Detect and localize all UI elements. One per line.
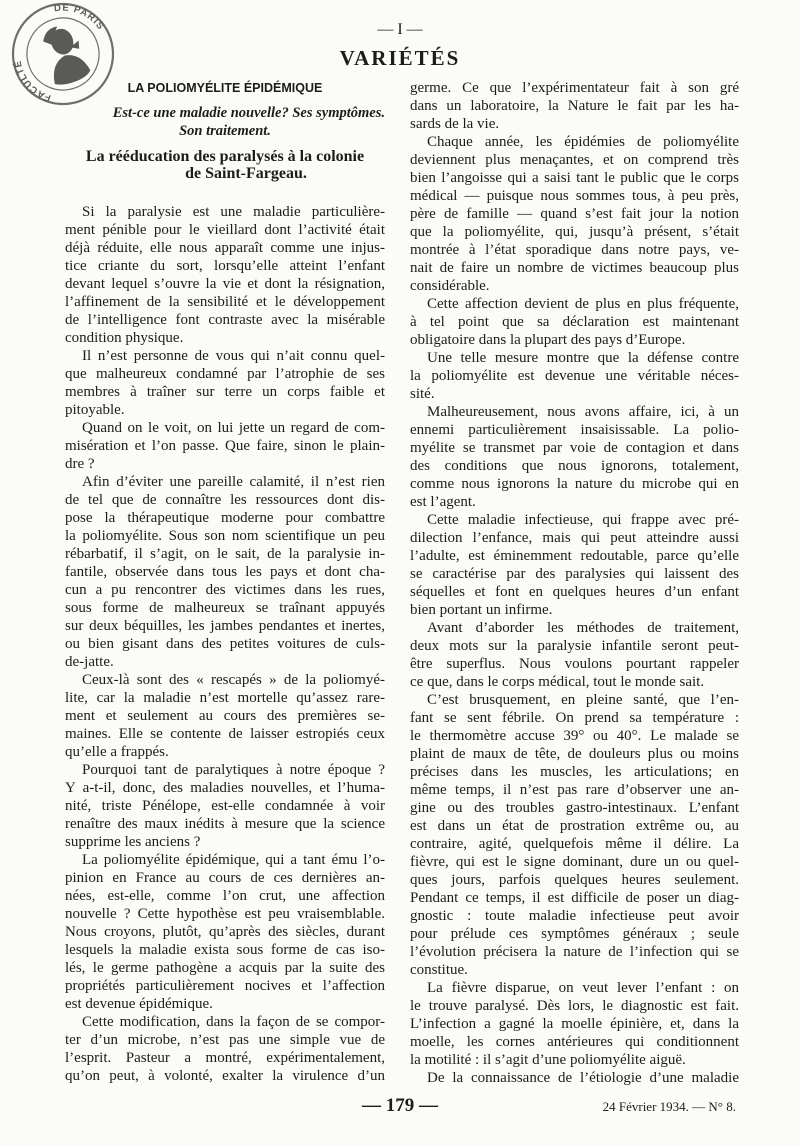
text-line: Une telle mesure montre que la défense contre: [427, 350, 739, 366]
text-line: myélite se transmet par voie de contagion et dans: [410, 440, 739, 456]
text-line: Pourquoi tant de paralytiques à notre époque ?: [82, 762, 385, 778]
text-line: obligatoire dans la plupart des pays d’Europe.: [410, 332, 686, 348]
text-line: constitue.: [410, 962, 468, 978]
text-line: ennemi particulièrement insaisissable. La polio-: [410, 422, 739, 438]
paragraph: [65, 761, 385, 851]
text-line: lesquels la maladie exista sous forme de cas iso-: [65, 942, 385, 958]
text-line: déjà réduite, elle nous apparaît comme une injus-: [65, 240, 385, 256]
text-line: membres à traîner sur terre un corps faible et: [65, 384, 385, 400]
text-line: ter d’un microbe, n’est pas une simple vue de: [65, 1032, 385, 1048]
right-column: [410, 79, 739, 1087]
text-line: renaître des maux inédits à mesure que la science: [65, 816, 385, 832]
text-line: pour prélude ces symptômes généraux ; seule: [410, 926, 739, 942]
text-line: La fièvre disparue, on veut lever l’enfant : on: [427, 980, 739, 996]
text-line: dans un laboratoire, la Nature le fait par les ha-: [410, 98, 739, 114]
text-line: ce que, dans le corps médical, tout le monde sait.: [410, 674, 705, 690]
text-line: que la poliomyélite, qui, jusqu’à présent, s’était: [410, 224, 739, 240]
paragraph: [410, 349, 739, 403]
text-line: même temps, il n’est pas rare d’observer une an-: [410, 782, 739, 798]
text-line: ment pénible pour le vieillard dont l’activité était: [65, 222, 385, 238]
text-line: germe. Ce que l’expérimentateur fait à son gré: [410, 80, 739, 96]
article-subhead-line: La rééducation des paralysés à la colonie: [85, 148, 365, 165]
stamp-lettering-left-path: FACULTÉ: [12, 58, 53, 104]
text-line: bien portant un infirme.: [410, 602, 553, 618]
paragraph: [410, 133, 739, 295]
text-line: à tel point que sa déclaration est maintenant: [410, 314, 739, 330]
text-line: rébarbatif, il s’agit, on le sait, de la paralysie in-: [65, 546, 385, 562]
folio: — I —: [377, 21, 423, 38]
text-line: deux mots sur la paralysie infantile seront peut-: [410, 638, 739, 654]
text-line: moelle, les cornes antérieures qui conditionnent: [410, 1034, 739, 1050]
text-line: dilection l’enfance, mais qui peut atteindre aussi: [410, 530, 739, 546]
text-line: médical — puisque nous sommes tous, à peu près,: [410, 188, 739, 204]
text-line: Il n’est personne de vous qui n’ait connu quel-: [82, 348, 385, 364]
text-line: Pendant ce temps, il est difficile de poser un diag-: [410, 890, 739, 906]
page-number: — 179 —: [362, 1095, 438, 1116]
text-line: est l’agent.: [410, 494, 476, 510]
article-subtitle-line: Est-ce une maladie nouvelle? Ses symptômes.: [112, 105, 385, 121]
text-line: de-jatte.: [65, 654, 114, 670]
paragraph: [65, 671, 385, 761]
text-line: Si la paralysie est une maladie particulière-: [82, 204, 385, 220]
article-subhead-line: de Saint-Fargeau.: [185, 165, 307, 182]
text-line: nité, triste Pénélope, est-elle condamnée à voir: [65, 798, 385, 814]
left-column: [65, 203, 385, 1085]
text-line: Afin d’éviter une pareille calamité, il n’est rien: [82, 474, 385, 490]
paragraph: [410, 1069, 739, 1087]
text-line: des conditions que nous ignorons, totalement,: [410, 458, 739, 474]
text-line: lés, le germe pathogène a acquis par la suite des: [65, 960, 385, 976]
text-line: l’affinement de la sensibilité et le développement: [65, 294, 385, 310]
text-line: qu’elle a frappés.: [65, 744, 169, 760]
section-title: VARIÉTÉS: [339, 46, 461, 70]
text-line: ment et seulement au cours des premières se-: [65, 708, 385, 724]
text-line: Quand on le voit, on lui jette un regard de com-: [82, 420, 385, 436]
paragraph: [65, 1013, 385, 1085]
text-line: La poliomyélite épidémique, qui a tant ému l’o-: [82, 852, 385, 868]
text-line: De la connaissance de l’étiologie d’une maladie: [427, 1070, 739, 1086]
text-line: Nous croyons, plutôt, qu’après des siècles, durant: [65, 924, 385, 940]
paragraph: [65, 851, 385, 1013]
text-line: pitoyable.: [65, 402, 125, 418]
text-line: est dans un état de prostration extrême ou, au: [410, 818, 739, 834]
text-line: nées, est-elle, comme l’on crut, une affection: [65, 888, 385, 904]
text-line: la poliomyélite est devenue une véritable néces-: [410, 368, 739, 384]
text-line: fantile, observée dans tous les pays et dont cha-: [65, 564, 385, 580]
text-line: tice criante du sort, lorsqu’elle atteint l’enfant: [65, 258, 385, 274]
text-line: lite, car la maladie n’est mortelle qu’assez rare-: [65, 690, 385, 706]
text-line: est devenue épidémique.: [65, 996, 213, 1012]
paragraph: [410, 511, 739, 619]
paragraph: [410, 403, 739, 511]
text-line: ou bien gisant dans des petites voitures de culs-: [65, 636, 385, 652]
text-line: misération et l’on passe. Que faire, sinon le plain-: [65, 438, 385, 454]
text-line: l’esprit. Pasteur a montré, expérimentalement,: [65, 1050, 385, 1066]
text-line: propriétés particulièrement nocives et l’affection: [65, 978, 385, 994]
text-line: Avant d’aborder les méthodes de traitement,: [427, 620, 739, 636]
paragraph: [410, 79, 739, 133]
text-line: Cette modification, dans la façon de se compor-: [82, 1014, 385, 1030]
paragraph: [65, 473, 385, 671]
text-line: considérable.: [410, 278, 490, 294]
text-line: de tel que de connaître les ressources dont dis-: [65, 492, 385, 508]
paragraph: [65, 347, 385, 419]
text-line: la poliomyélite. Sous son nom scientifique un peu: [65, 528, 385, 544]
text-line: de l’intelligence font contraste avec la misérable: [65, 312, 385, 328]
text-line: Malheureusement, nous avons affaire, ici, à un: [427, 404, 739, 420]
paragraph: [65, 419, 385, 473]
text-line: précises dans les muscles, les articulations; en: [410, 764, 739, 780]
text-line: cun a pu rencontrer des victimes dans les rues,: [65, 582, 385, 598]
text-line: le trouve paralysé. Dès lors, le diagnostic est fait.: [410, 998, 739, 1014]
text-line: maines. Elle se contente de laisser estropiés ceux: [65, 726, 385, 742]
paragraph: [65, 203, 385, 347]
text-line: sité.: [410, 386, 435, 402]
text-line: l’adulte, est éminemment redoutable, parce qu’elle: [410, 548, 739, 564]
text-line: être superflus. Nous voulons pourtant rappeler: [410, 656, 739, 672]
stamp-lettering-right-path: DE PARIS: [53, 2, 107, 33]
text-line: Cette affection devient de plus en plus fréquente,: [427, 296, 739, 312]
text-line: se caractérise par des paralysies qui laissent des: [410, 566, 739, 582]
paragraph: [410, 691, 739, 979]
text-line: pinion en France au cours de ces dernières an-: [65, 870, 385, 886]
text-line: sards de la vie.: [410, 116, 500, 132]
text-line: comme nous ignorons la nature du microbe qui en: [410, 476, 739, 492]
text-line: l’évolution précisera la nature de l’infection qui se: [410, 944, 739, 960]
text-line: ques jours, parfois quelques heures seulement.: [410, 872, 739, 888]
text-line: contraire, agité, quelquefois même il délire. La: [410, 836, 739, 852]
text-line: que malheureux condamné par l’atrophie de ses: [65, 366, 385, 382]
text-line: deviennent plus menaçantes, et on comprend très: [410, 152, 739, 168]
text-line: Cette maladie infectieuse, qui frappe avec pré-: [427, 512, 739, 528]
text-line: supprime les anciens ?: [65, 834, 201, 850]
text-line: la motilité : il s’agit d’une poliomyélite aiguë.: [410, 1052, 686, 1068]
text-line: condition physique.: [65, 330, 184, 346]
text-line: dre ?: [65, 456, 95, 472]
text-line: L’infection a gagné la moelle épinière, et, dans la: [410, 1016, 739, 1032]
text-line: sur deux béquilles, les jambes pendantes et inertes,: [65, 618, 385, 634]
article-kicker: LA POLIOMYÉLITE ÉPIDÉMIQUE: [127, 81, 323, 95]
text-line: Ceux-là sont des « rescapés » de la poliomyé-: [82, 672, 385, 688]
text-line: gnostic : toute maladie infectieuse peut avoir: [410, 908, 739, 924]
text-line: pose la thérapeutique moderne pour combattre: [65, 510, 385, 526]
text-line: nouvelle ? Cette hypothèse est peu vraisemblable.: [65, 906, 385, 922]
text-line: devant lequel s’ouvre la vie et dont la résignation,: [65, 276, 385, 292]
text-line: qu’on peut, à volonté, exalter la virulence d’un: [65, 1068, 385, 1084]
text-line: plaint de maux de tête, de douleurs plus ou moins: [410, 746, 739, 762]
text-line: Chaque année, les épidémies de poliomyélite: [427, 134, 739, 150]
text-line: Y a-t-il, donc, des maladies nouvelles, et l’huma-: [65, 780, 385, 796]
paragraph: [410, 979, 739, 1069]
text-line: sous forme de malheureux se traînant appuyés: [65, 600, 385, 616]
article-subtitle-line: Son traitement.: [179, 123, 271, 139]
paragraph: [410, 295, 739, 349]
text-line: fant se sent fébrile. On prend sa température :: [410, 710, 739, 726]
text-line: bien l’angoisse qui a saisi tant le public que le corps: [410, 170, 739, 186]
issue-date: 24 Février 1934. — N° 8.: [602, 1099, 736, 1114]
text-line: C’est brusquement, en pleine santé, que l’en-: [427, 692, 739, 708]
text-line: nait de faire un nombre de victimes beaucoup plus: [410, 260, 739, 276]
text-line: le thermomètre accuse 39° ou 40°. Le malade se: [410, 728, 739, 744]
text-line: montrée à l’état sporadique dans notre pays, ve-: [410, 242, 739, 258]
paragraph: [410, 619, 739, 691]
text-line: gine ou des troubles gastro-intestinaux. L’enfant: [410, 800, 739, 816]
text-line: fièvre, qui est le signe dominant, dure un ou quel-: [410, 854, 739, 870]
text-line: séquelles et font en quelques heures d’un enfant: [410, 584, 739, 600]
text-line: père de famille — quand s’est fait jour la notion: [410, 206, 739, 222]
